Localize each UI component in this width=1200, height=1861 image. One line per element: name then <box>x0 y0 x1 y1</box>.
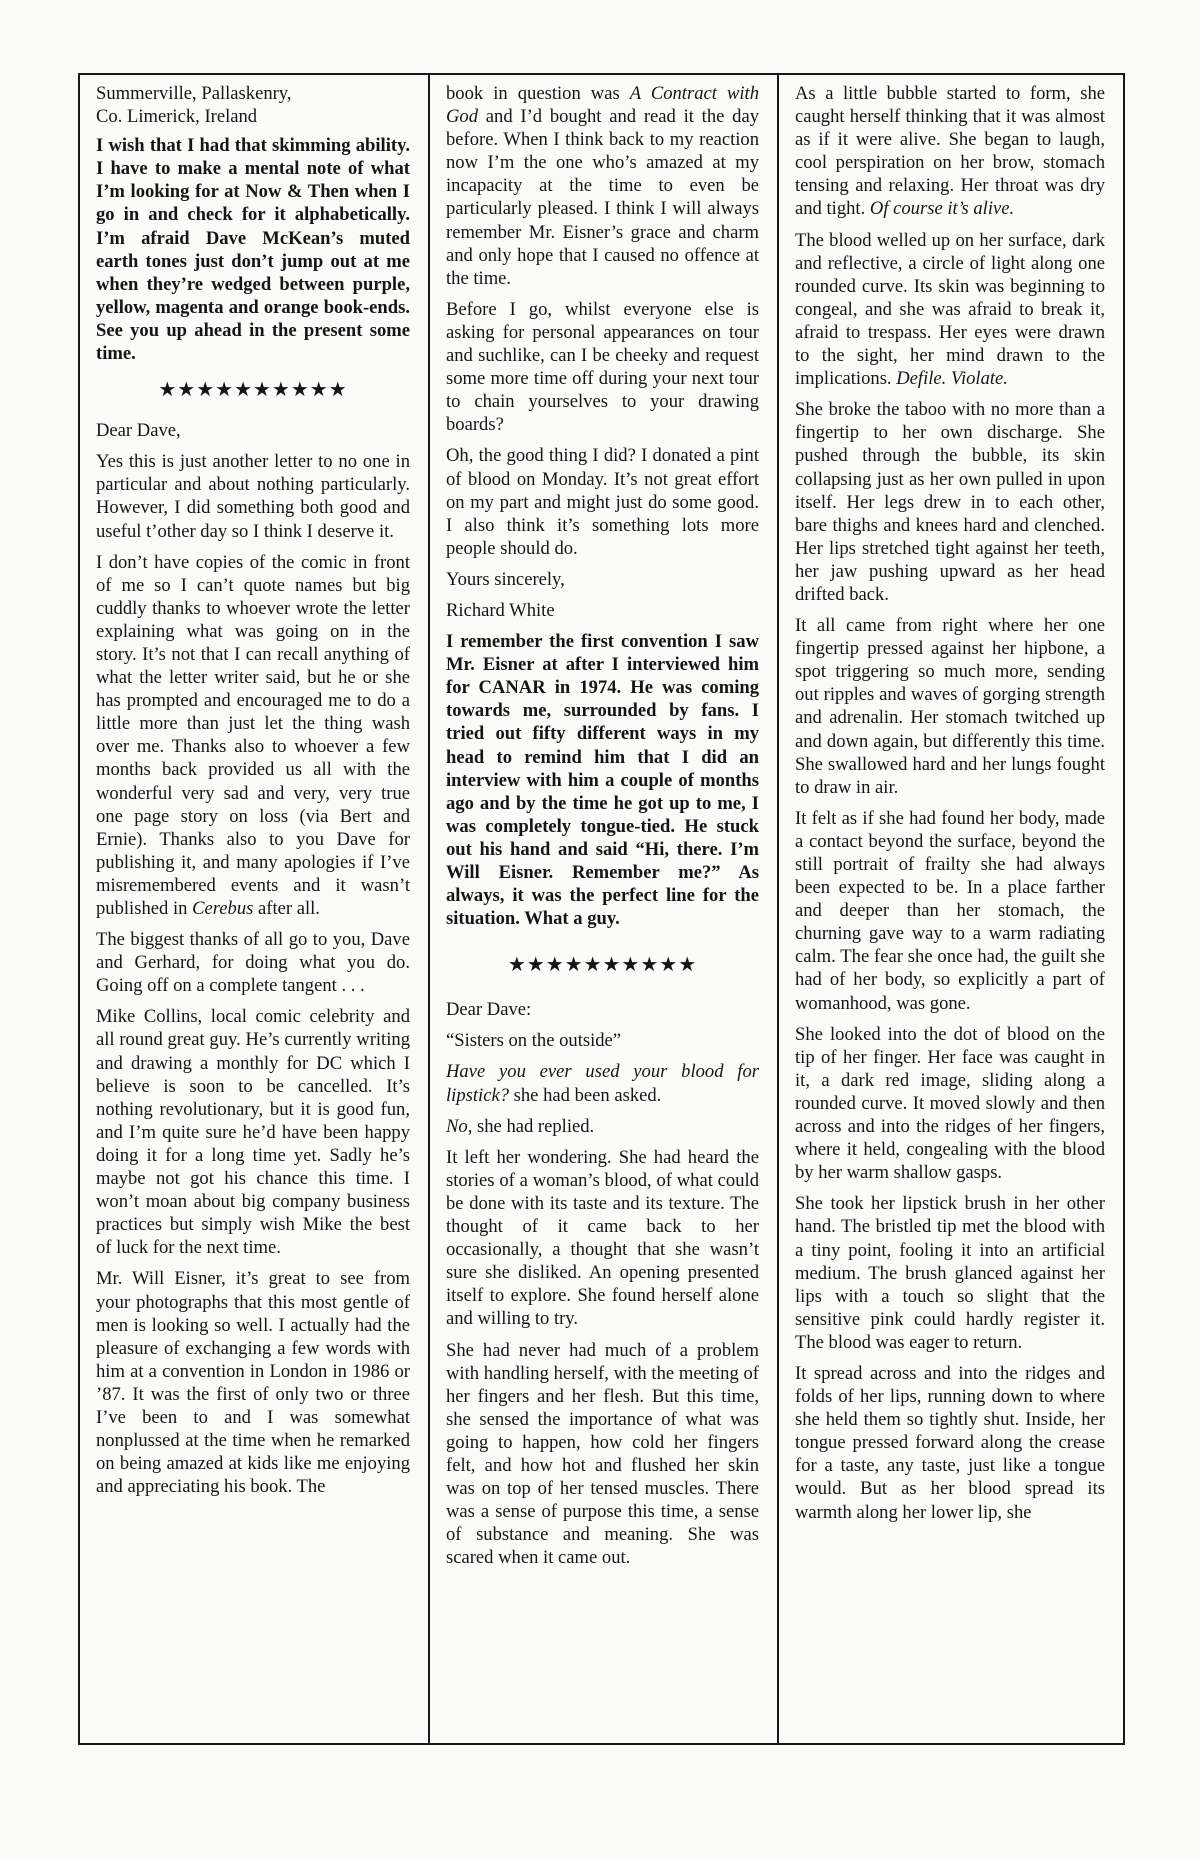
letter-paragraph: Oh, the good thing I did? I donated a pint of blood on Monday. It’s not great effort on my part and might just do some good. I also think it’s something lots more people should do. <box>446 445 759 559</box>
italic-title: Cerebus <box>192 898 254 919</box>
letter-salutation-2: Dear Dave: <box>446 999 532 1021</box>
column-2 <box>428 75 777 1743</box>
story-paragraph: She broke the taboo with no more than a fingertip to her own discharge. She pushed through the bubble, its skin collapsing just as her own pulled in upon itself. Her legs drew in to each other, bare thighs and knees hard and clenched. Her lips stretched tight against her teeth, her jaw pushing upward as her head drifted back. <box>795 399 1105 605</box>
column-1 <box>80 75 428 1743</box>
italic-title: A Contract with God <box>446 83 759 128</box>
star-divider-1: ★★★★★★★★★★ <box>158 377 348 402</box>
editor-reply-2: I remember the first convention I saw Mr. Eisner at after I interviewed him for CANAR in 1974. He was coming towards me, surrounded by fans. I tried out fifty different ways in my head to remind him that I did an interview with him a couple of months ago and by the time he got up to me, I was completely tongue-tied. He stuck out his hand and said “Hi, there. I’m Will Eisner. Remember me?” As always, it was the perfect line for the situation. What a guy. <box>446 631 759 930</box>
story-paragraph <box>795 229 1105 391</box>
story-paragraph: It all came from right where her one fingertip pressed against her hipbone, a spot triggering so much more, sending out ripples and waves of gorging strength and adrenalin. Her stomach twitched up and down again, but differently this time. She swallowed hard and her lungs fought to draw in air. <box>795 615 1105 798</box>
story-paragraph: It left her wondering. She had heard the stories of a woman’s blood, of what could be done with its taste and its texture. The thought of it came back to her occasionally, a thought that she wasn’t sure she disliked. An opening presented itself to explore. She found herself alone and willing to try. <box>446 1146 759 1330</box>
story-paragraph: She had never had much of a problem with handling herself, with the meeting of her fingers and her flesh. But this time, she sensed the importance of what was going to happen, how cold her fingers felt, and how hot and flushed her skin was on top of her tensed muscles. There was a sense of purpose this time, a sense of substance and meaning. She was scared when it came out. <box>446 1339 759 1569</box>
letter-paragraph: The biggest thanks of all go to you, Dave and Gerhard, for doing what you do. Going off on a complete tangent . . . <box>96 929 410 997</box>
story-paragraph <box>795 82 1105 221</box>
text-run: book in question was <box>446 83 630 104</box>
letter-paragraph <box>446 82 759 290</box>
letter-paragraph: Mr. Will Eisner, it’s great to see from your photographs that this most gentle of men is looking so well. I actually had the pleasure of exchanging a few words with him at a convention in London in 1986 or ’87. It was the first of only two or three I’ve been to and I was somewhat nonplussed at the time when he remarked on being amazed at kids like me enjoying and appreciating his book. The <box>96 1268 410 1498</box>
text-run: and I’d bought and read it the day before. When I think back to my reaction now I’m the one who’s amazed at my incapacity at the time to even be particularly pleased. I think I will always remember Mr. Eisner’s grace and charm and only hope that I caused no offence at the time. <box>446 106 759 289</box>
letter-paragraph: Mike Collins, local comic celebrity and all round great guy. He’s currently writing and drawing a monthly for DC which I believe is soon to be cancelled. It’s nothing revolutionary, but it is good fun, and I’m quite sure he’d have been happy doing it for a long time yet. Sadly he’s maybe not got his chance this time. I won’t moan about big company business practices but simply wish Mike the best of luck for the next time. <box>96 1006 410 1259</box>
story-paragraph <box>446 1060 759 1106</box>
text-run: she had replied. <box>472 1115 595 1137</box>
story-paragraph: She took her lipstick brush in her other hand. The bristled tip met the blood with a tiny point, fooling it into an artificial medium. The brush glanced against her lips with a touch so slight that the sensitive pink could hardly register it. The blood was eager to return. <box>795 1193 1105 1353</box>
story-paragraph: It felt as if she had found her body, made a contact beyond the surface, beyond the still portrait of frailty she had always been expected to be. In a place farther and deeper than her stomach, the churning gave way to a warm radiating calm. The fear she once had, the guilt she had of her body, so explicitly a part of womanhood, was gone. <box>795 807 1105 1014</box>
text-run: As a little bubble started to form, she caught herself thinking that it was almost as if it were alive. She began to laugh, cool perspiration on her brow, stomach tensing and relaxing. Her throat was dry and tight. <box>795 83 1105 220</box>
letter-paragraph: Yes this is just another letter to no one in particular and about nothing particularly. However, I did something both good and useful t’other day so I think I deserve it. <box>96 451 410 542</box>
italic-text: Of course it’s alive. <box>869 198 1015 220</box>
star-divider-2: ★★★★★★★★★★ <box>507 952 698 977</box>
column-3 <box>777 75 1123 1743</box>
italic-text: Defile. Violate. <box>896 368 1008 390</box>
story-paragraph: It spread across and into the ridges and folds of her lips, running down to where she held them so tightly shut. Inside, her tongue pressed forward along the crease for a taste, any taste, just like a tongue would. But as her blood spread its warmth along her lower lip, she <box>795 1362 1105 1523</box>
italic-text: No, <box>446 1115 473 1137</box>
letter-paragraph <box>96 551 410 921</box>
letter-signature: Richard White <box>446 599 555 621</box>
address-line-1: Summerville, Pallaskenry, <box>96 83 292 104</box>
letter-signoff: Yours sincerely, <box>446 568 565 590</box>
text-run: she had been asked. <box>509 1084 662 1106</box>
letter-paragraph: Before I go, whilst everyone else is asking for personal appearances on tour and suchlike, can I be cheeky and request some more time off during your next tour to chain yourselves to your drawing boards? <box>446 298 759 436</box>
italic-text: Have you ever used your blood for lipstick? <box>446 1061 759 1106</box>
story-paragraph <box>446 1115 759 1138</box>
editor-reply-1: I wish that I had that skimming ability. I have to make a mental note of what I’m looking for at Now & Then when I go in and check for it alphabetically. I’m afraid Dave McKean’s muted earth tones just don’t jump out at me when they’re wedged between purple, yellow, magenta and orange book-ends. See you up ahead in the present some time. <box>96 135 410 365</box>
story-paragraph: She looked into the dot of blood on the tip of her finger. Her face was caught in it, a dark red image, sliding along a rounded curve. It moved slowly and then across and into the ridges of her fingers, where it held, congealing with the blood by her warm shallow gasps. <box>795 1023 1105 1184</box>
text-run: after all. <box>253 898 320 919</box>
address-line-2: Co. Limerick, Ireland <box>96 106 258 128</box>
story-title: “Sisters on the outside” <box>446 1030 622 1052</box>
text-run: The blood welled up on her surface, dark and reflective, a circle of light along one rounded curve. Its skin was beginning to congeal, and she was afraid to break it, afraid to trespass. Her eyes were drawn to the sight, her mind drawn to the implications. <box>795 229 1105 390</box>
letter-salutation-1: Dear Dave, <box>96 420 181 442</box>
letters-page <box>78 73 1125 1745</box>
text-run: I don’t have copies of the comic in front of me so I can’t quote names but big cuddly thanks to whoever wrote the letter explaining what was going on in the story. It’s not that I can recall anything of what the letter writer said, but he or she has prompted and encouraged me to do a little more than just let the thing wash over me. Thanks also to whoever a few months back provided us all with the wonderful very sad and very, very true one page story on loss (via Bert and Ernie). Thanks also to you Dave for publishing it, and many apologies if I’ve misremembered events and it wasn’t published in <box>96 551 410 919</box>
